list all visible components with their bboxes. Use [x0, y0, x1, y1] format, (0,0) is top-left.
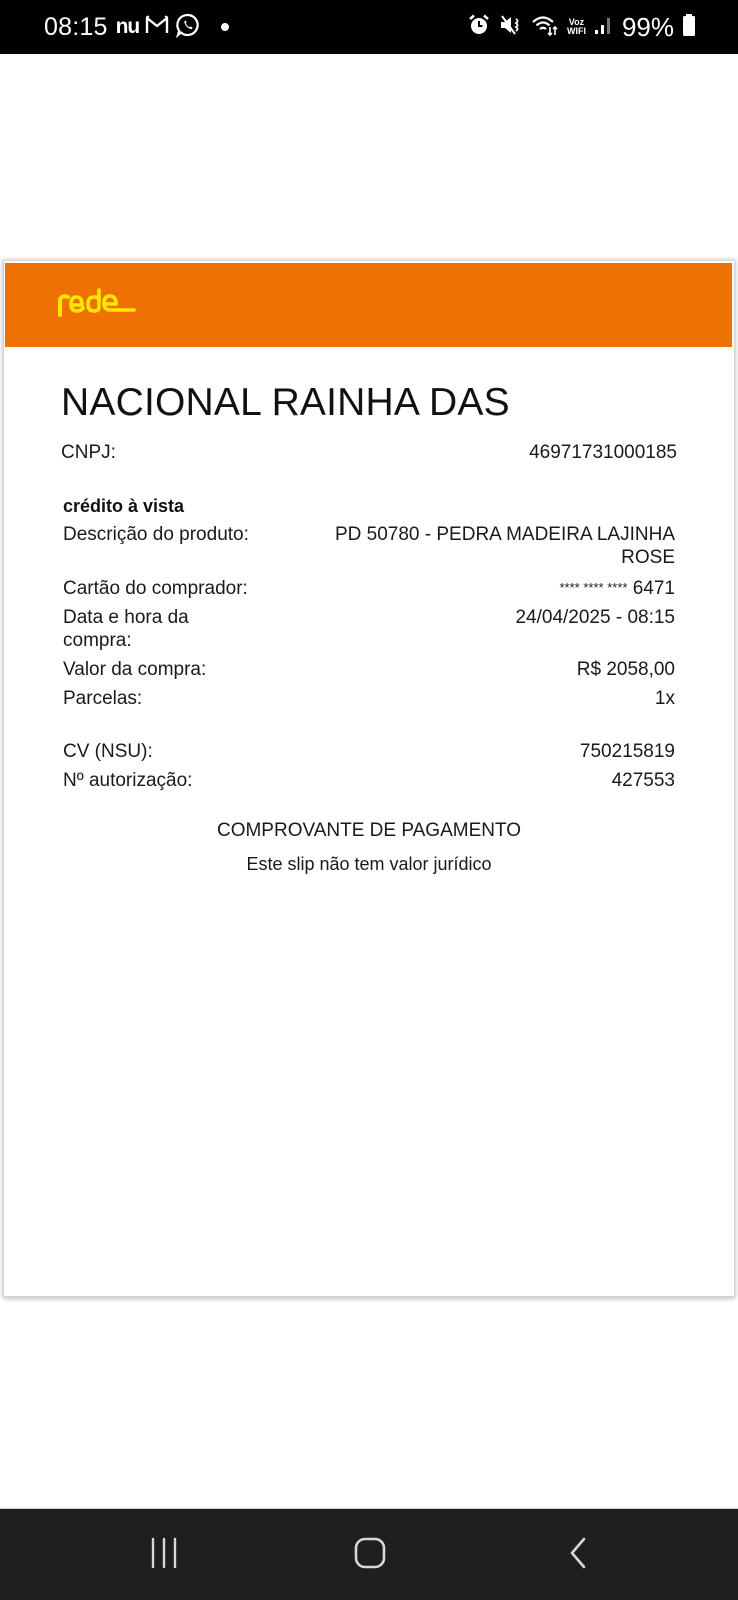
recent-apps-icon: [149, 1537, 179, 1574]
product-description-label: Descrição do produto:: [63, 524, 249, 545]
purchase-datetime-label: Data e hora da compra:: [63, 607, 189, 651]
rede-logo: [57, 285, 137, 324]
nsu-row: [63, 740, 675, 763]
home-button[interactable]: [330, 1509, 410, 1600]
buyer-card-row: [63, 577, 675, 600]
payment-receipt: [4, 261, 734, 1296]
purchase-amount-label: Valor da compra:: [63, 659, 207, 680]
gmail-icon: [145, 15, 169, 40]
purchase-amount-value: R$ 2058,00: [576, 659, 675, 680]
buyer-card-label: Cartão do comprador:: [63, 578, 248, 599]
cnpj-label: CNPJ:: [61, 442, 116, 463]
status-left: [44, 0, 229, 54]
cnpj-value: 46971731000185: [529, 442, 677, 463]
navigation-bar: [0, 1508, 738, 1600]
back-button[interactable]: [538, 1509, 618, 1600]
status-right: [467, 0, 696, 54]
voz-wifi-icon: Voz WIFI: [566, 17, 586, 36]
wifi-icon: [531, 14, 559, 41]
authorization-row: [63, 769, 675, 792]
payment-type: crédito à vista: [63, 496, 185, 516]
receipt-footer-title: COMPROVANTE DE PAGAMENTO: [216, 820, 522, 841]
authorization-value: 427553: [611, 770, 675, 791]
cnpj-row: [61, 441, 677, 464]
more-notifications-dot: [221, 23, 229, 31]
purchase-amount-row: [63, 658, 675, 681]
installments-label: Parcelas:: [63, 688, 143, 709]
home-icon: [353, 1536, 387, 1575]
nsu-label: CV (NSU):: [63, 741, 153, 762]
mute-icon: [499, 13, 523, 42]
signal-icon: [594, 14, 614, 41]
battery-percent: 99%: [621, 11, 674, 42]
battery-icon: [682, 13, 696, 42]
installments-row: [63, 687, 675, 710]
nsu-value: 750215819: [579, 741, 675, 762]
product-description-value: PD 50780 - PEDRA MADEIRA LAJINHA ROSE: [334, 524, 675, 568]
buyer-card-value: **** **** **** 6471: [559, 578, 675, 599]
purchase-datetime-row: [63, 606, 675, 652]
receipt-footer-note: Este slip não tem valor jurídico: [246, 854, 492, 874]
status-time: 08:15: [44, 12, 108, 41]
alarm-icon: [467, 13, 491, 42]
back-icon: [567, 1536, 589, 1575]
status-bar: [0, 0, 738, 54]
nubank-icon: nu: [115, 15, 140, 38]
product-description-row: [63, 523, 675, 569]
merchant-name: NACIONAL RAINHA DAS: [61, 381, 510, 424]
whatsapp-icon: [175, 12, 201, 43]
installments-value: 1x: [654, 688, 675, 709]
recent-apps-button[interactable]: [124, 1509, 204, 1600]
authorization-label: Nº autorização:: [63, 770, 193, 791]
receipt-header: [5, 263, 732, 347]
purchase-datetime-value: 24/04/2025 - 08:15: [515, 607, 675, 628]
